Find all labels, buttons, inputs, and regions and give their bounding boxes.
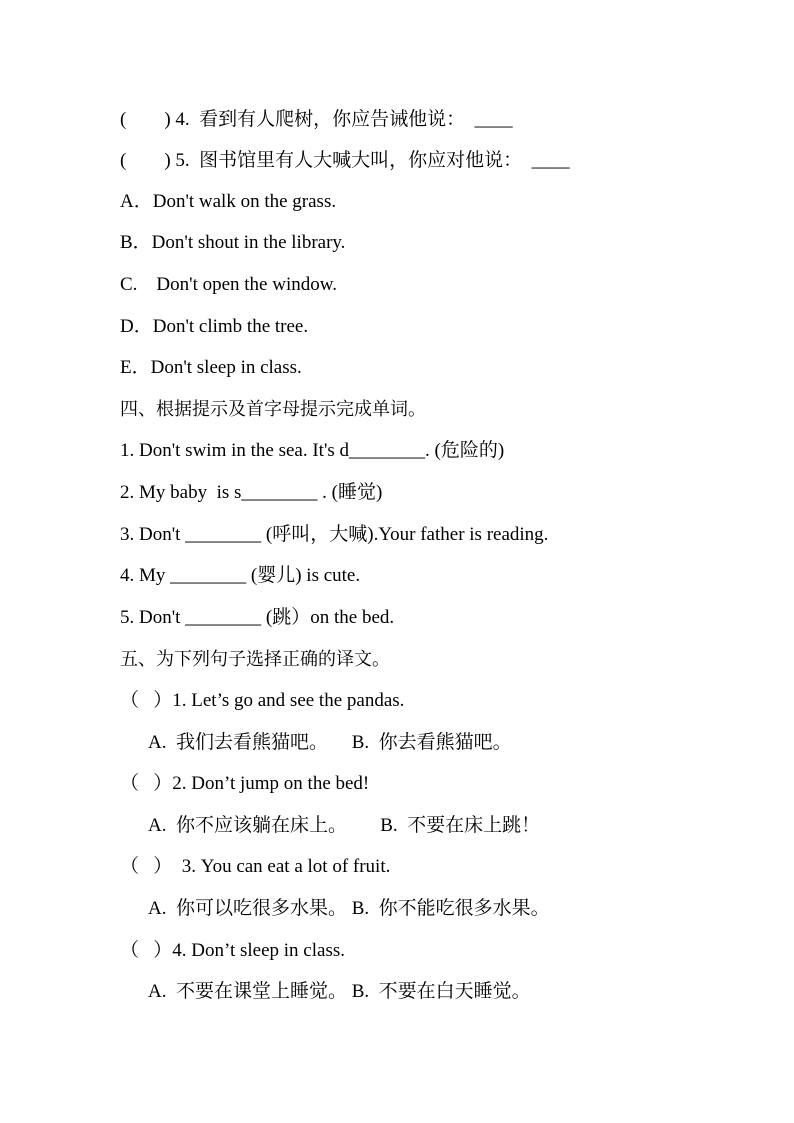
option-e: E．Don't sleep in class. bbox=[120, 357, 302, 378]
section-4-item-5: 5. Don't ________ (跳）on the bed. bbox=[120, 607, 395, 628]
section-4-item-1: 1. Don't swim in the sea. It's d________. (危险的) bbox=[120, 440, 505, 461]
section-5-heading: 五、为下列句子选择正确的译文。 bbox=[120, 649, 390, 670]
option-d: D．Don't climb the tree. bbox=[120, 316, 309, 337]
option-a: A．Don't walk on the grass. bbox=[120, 191, 337, 212]
section-4-item-3: 3. Don't ________ (呼叫，大喊).Your father is reading. bbox=[120, 524, 549, 545]
section-5-question-4: （ ）4. Don’t sleep in class. bbox=[120, 940, 345, 961]
section-5-options-3: A. 你可以吃很多水果。 B. 你不能吃很多水果。 bbox=[148, 898, 550, 919]
section-5-options-2: A. 你不应该躺在床上。 B. 不要在床上跳！ bbox=[148, 815, 541, 836]
question-3-5: ( ) 5. 图书馆里有人大喊大叫，你应对他说： ____ bbox=[120, 150, 570, 171]
section-5-question-1: （ ）1. Let’s go and see the pandas. bbox=[120, 690, 405, 711]
question-3-4: ( ) 4. 看到有人爬树，你应告诫他说： ____ bbox=[120, 109, 513, 130]
section-4-item-4: 4. My ________ (婴儿) is cute. bbox=[120, 565, 361, 586]
section-5-options-4: A. 不要在课堂上睡觉。 B. 不要在白天睡觉。 bbox=[148, 981, 531, 1002]
option-c: C. Don't open the window. bbox=[120, 274, 337, 295]
section-4-heading: 四、根据提示及首字母提示完成单词。 bbox=[120, 399, 426, 420]
section-4-item-2: 2. My baby is s________ . (睡觉) bbox=[120, 482, 383, 503]
option-b: B．Don't shout in the library. bbox=[120, 232, 346, 253]
section-5-options-1: A. 我们去看熊猫吧。 B. 你去看熊猫吧。 bbox=[148, 732, 512, 753]
section-5-question-2: （ ）2. Don’t jump on the bed! bbox=[120, 773, 370, 794]
section-5-question-3: （ ） 3. You can eat a lot of fruit. bbox=[120, 856, 391, 877]
